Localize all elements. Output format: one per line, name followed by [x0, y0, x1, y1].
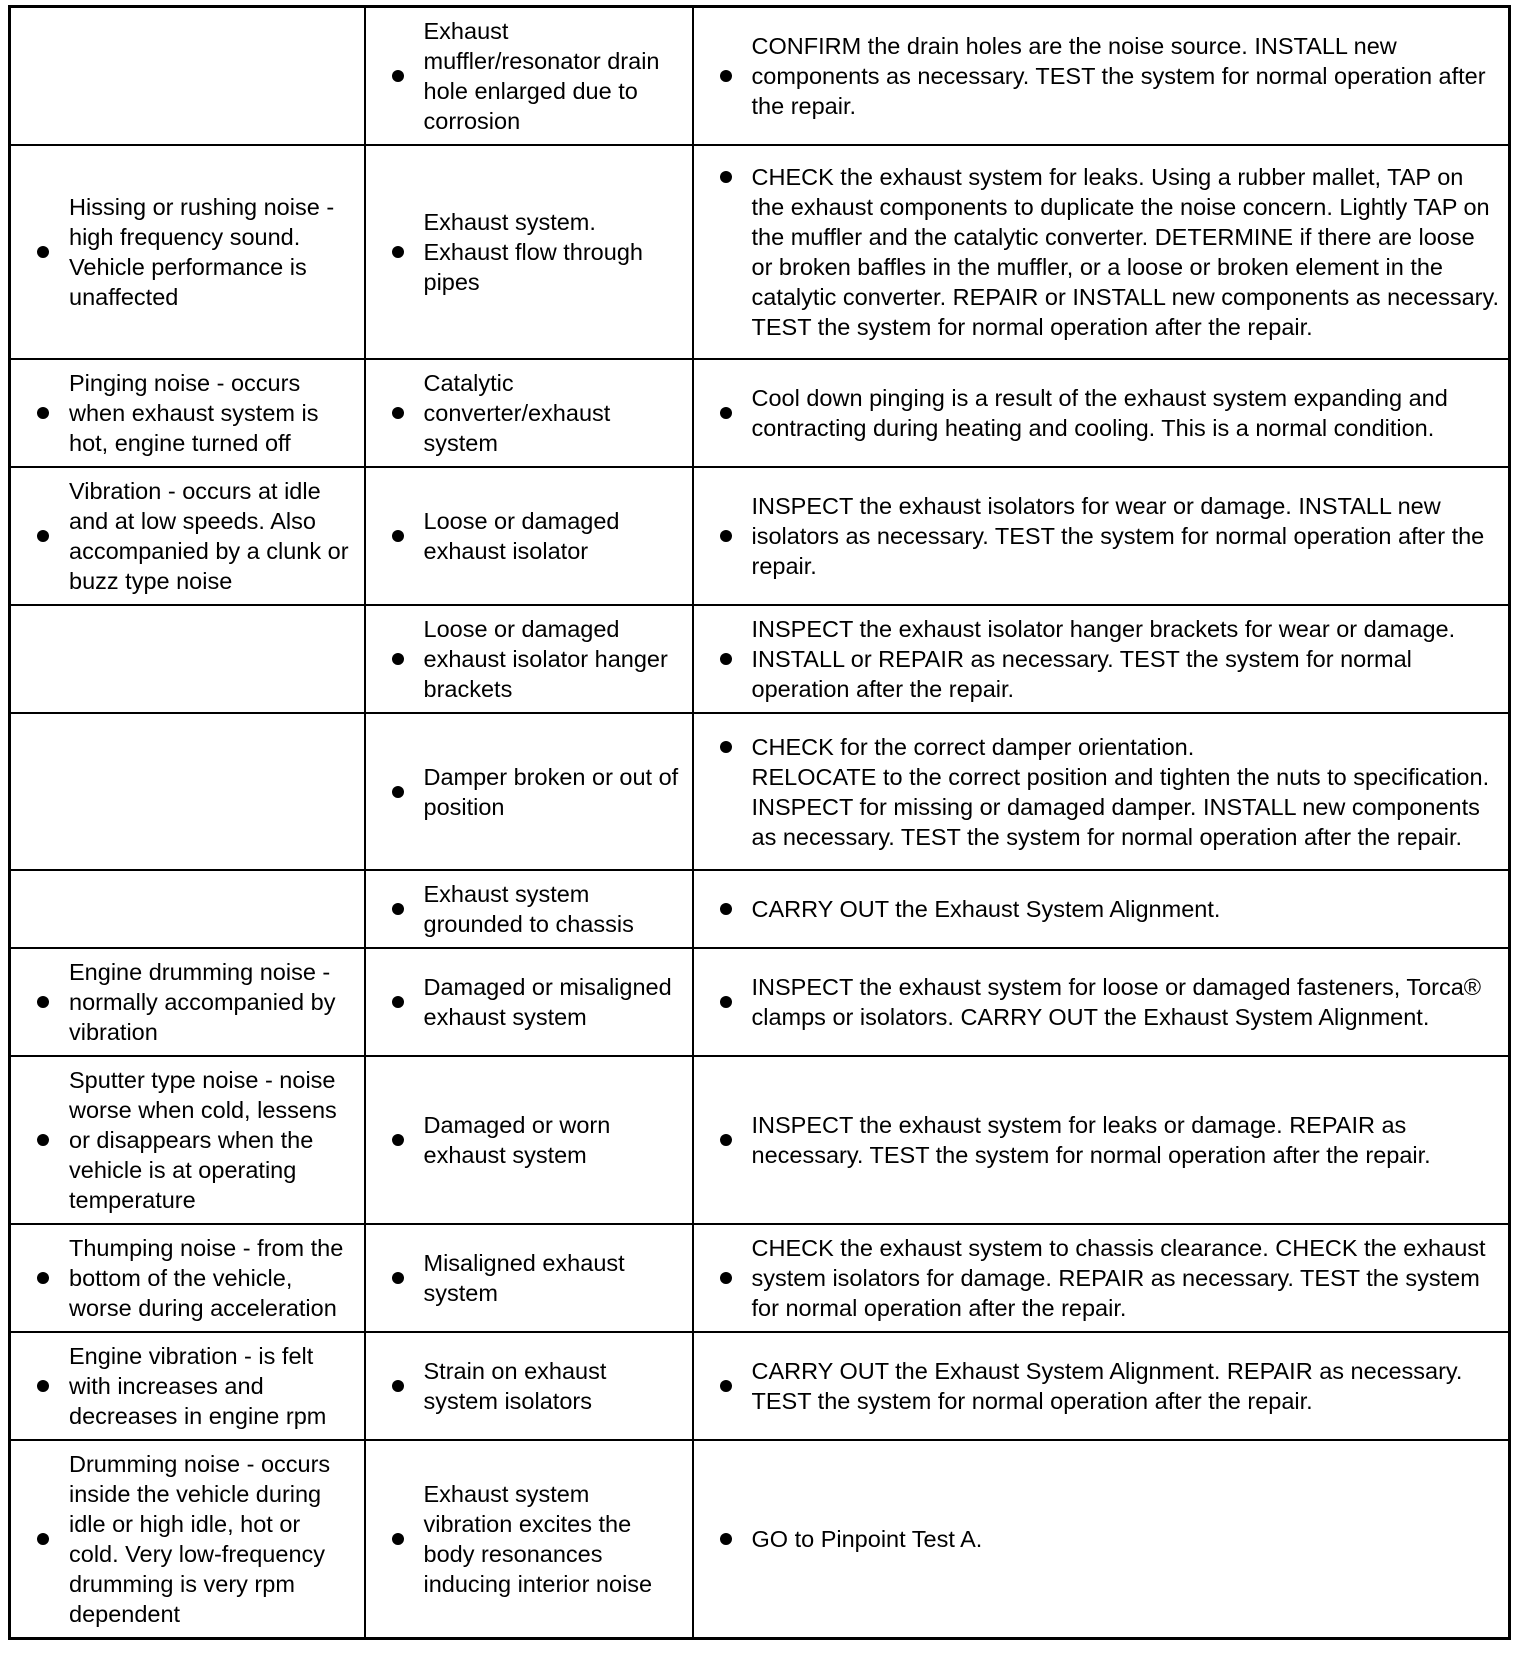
bullet-icon [392, 530, 404, 542]
bullet-icon [720, 1134, 732, 1146]
action-cell-content [694, 1516, 1509, 1562]
symptom-cell-content [11, 360, 364, 466]
symptom-cell-text: Pinging noise - occurs when exhaust system is hot, engine turned off [69, 370, 319, 456]
symptom-cell-text: Sputter type noise - noise worse when cold, lessens or disappears when the vehicle is at operating temperature [69, 1067, 337, 1213]
action-cell [693, 1332, 1510, 1440]
action-cell-content [694, 1102, 1509, 1178]
symptom-cell-text: Hissing or rushing noise - high frequency sound. Vehicle performance is unaffected [69, 194, 335, 310]
bullet-icon [720, 653, 732, 665]
symptom-cell-content [11, 1057, 364, 1223]
table-row [10, 359, 1510, 467]
source-cell-content [366, 1240, 692, 1316]
table-row [10, 467, 1510, 605]
source-cell-text: Exhaust muffler/resonator drain hole enlarged due to corrosion [423, 18, 660, 134]
symptom-cell [10, 1224, 365, 1332]
action-cell-text: CHECK for the correct damper orientation. RELOCATE to the correct position and tighten the nuts to specification. INSPECT for missing or damaged damper. INSTALL new components as necessary. TEST the system for normal operation after the repair. [751, 733, 1490, 850]
source-cell-text: Exhaust system. Exhaust flow through pipes [423, 209, 643, 295]
action-cell-content [694, 483, 1509, 589]
bullet-icon [37, 1380, 49, 1392]
table-row [10, 7, 1510, 146]
bullet-icon [392, 1272, 404, 1284]
symptom-cell-content [11, 1441, 364, 1637]
bullet-icon [392, 1134, 404, 1146]
table-row [10, 1056, 1510, 1224]
action-cell-content [694, 1225, 1509, 1331]
symptom-cell [10, 713, 365, 870]
table-body [10, 7, 1510, 1639]
action-cell-text: INSPECT the exhaust system for leaks or damage. REPAIR as necessary. TEST the system for normal operation after the repair. [751, 1112, 1431, 1168]
action-cell-content [694, 606, 1509, 712]
bullet-icon [720, 407, 732, 419]
table-row [10, 713, 1510, 870]
table-row [10, 1332, 1510, 1440]
bullet-icon [720, 903, 732, 915]
table-row [10, 1440, 1510, 1639]
source-cell-text: Damaged or misaligned exhaust system [423, 974, 672, 1030]
bullet-icon [720, 530, 732, 542]
action-cell-content [694, 154, 1509, 350]
symptom-cell [10, 870, 365, 948]
action-cell [693, 870, 1510, 948]
symptom-cell-text: Engine drumming noise - normally accompanied by vibration [69, 959, 336, 1045]
source-cell-content [366, 498, 692, 574]
action-cell-content [694, 23, 1509, 129]
symptom-cell [10, 467, 365, 605]
source-cell [365, 145, 693, 359]
symptom-cell [10, 1056, 365, 1224]
source-cell-text: Exhaust system grounded to chassis [423, 881, 634, 937]
action-cell [693, 467, 1510, 605]
bullet-icon [37, 1134, 49, 1146]
source-cell-text: Exhaust system vibration excites the body resonances inducing interior noise [423, 1481, 653, 1597]
source-cell-content [366, 1348, 692, 1424]
source-cell-content [366, 199, 692, 305]
source-cell-content [366, 360, 692, 466]
action-cell [693, 359, 1510, 467]
action-cell-text: GO to Pinpoint Test A. [751, 1526, 983, 1552]
bullet-icon [392, 1533, 404, 1545]
source-cell-content [366, 1102, 692, 1178]
action-cell-text: CARRY OUT the Exhaust System Alignment. REPAIR as necessary. TEST the system for normal operation after the repair. [751, 1358, 1463, 1414]
source-cell-text: Damper broken or out of position [423, 763, 679, 820]
action-cell-content [694, 886, 1509, 932]
action-cell-text: INSPECT the exhaust isolator hanger brackets for wear or damage. INSTALL or REPAIR as necessary. TEST the system for normal operation after the repair. [751, 616, 1456, 702]
action-cell-text: CHECK the exhaust system for leaks. Using a rubber mallet, TAP on the exhaust components to duplicate the noise concern. Lightly TAP on the muffler and the catalytic converter. DETERMINE if there are loose or broken baffles in the muffler, or a loose or broken element in the catalytic converter. REPAIR or INSTALL new components as necessary. TEST the system for normal operation after the repair. [751, 164, 1500, 340]
source-cell-text: Loose or damaged exhaust isolator hanger brackets [423, 616, 668, 702]
source-cell-content [366, 871, 692, 947]
action-cell-text: INSPECT the exhaust system for loose or damaged fasteners, Torca® clamps or isolators. CARRY OUT the Exhaust System Alignment. [751, 974, 1482, 1030]
bullet-icon [392, 996, 404, 1008]
table-row [10, 1224, 1510, 1332]
action-cell-content [694, 964, 1509, 1040]
source-cell [365, 359, 693, 467]
source-cell-content [366, 1471, 692, 1607]
source-cell [365, 1440, 693, 1639]
source-cell-text: Catalytic converter/exhaust system [423, 370, 611, 456]
symptom-cell [10, 7, 365, 146]
diagnostic-table [8, 5, 1511, 1640]
symptom-cell-text: Thumping noise - from the bottom of the vehicle, worse during acceleration [69, 1235, 344, 1321]
bullet-icon [720, 741, 732, 753]
action-cell-content [694, 1348, 1509, 1424]
bullet-icon [720, 70, 732, 82]
table-row [10, 145, 1510, 359]
bullet-icon [37, 407, 49, 419]
source-cell-content [366, 754, 692, 830]
action-cell [693, 7, 1510, 146]
symptom-cell-content [11, 949, 364, 1055]
symptom-cell [10, 1332, 365, 1440]
symptom-cell-text: Drumming noise - occurs inside the vehicle during idle or high idle, hot or cold. Very low-frequency drumming is very rpm dependent [69, 1451, 331, 1627]
action-cell [693, 1224, 1510, 1332]
bullet-icon [392, 653, 404, 665]
symptom-cell-content [11, 468, 364, 604]
action-cell-content [694, 375, 1509, 451]
action-cell [693, 948, 1510, 1056]
source-cell [365, 713, 693, 870]
symptom-cell [10, 359, 365, 467]
bullet-icon [720, 1533, 732, 1545]
action-cell-text: CARRY OUT the Exhaust System Alignment. [751, 896, 1221, 922]
bullet-icon [720, 996, 732, 1008]
source-cell-content [366, 8, 692, 144]
action-cell-text: Cool down pinging is a result of the exhaust system expanding and contracting during heating and cooling. This is a normal condition. [751, 385, 1448, 441]
source-cell-text: Loose or damaged exhaust isolator [423, 508, 620, 564]
source-cell-text: Misaligned exhaust system [423, 1250, 625, 1306]
action-cell-text: CONFIRM the drain holes are the noise source. INSTALL new components as necessary. TEST the system for normal operation after the repair. [751, 33, 1486, 119]
source-cell [365, 1056, 693, 1224]
bullet-icon [392, 407, 404, 419]
bullet-icon [37, 1533, 49, 1545]
symptom-cell [10, 948, 365, 1056]
source-cell [365, 1332, 693, 1440]
bullet-icon [37, 996, 49, 1008]
action-cell [693, 1056, 1510, 1224]
symptom-cell-content [11, 184, 364, 320]
bullet-icon [37, 246, 49, 258]
source-cell [365, 605, 693, 713]
symptom-cell-text: Engine vibration - is felt with increases and decreases in engine rpm [69, 1343, 327, 1429]
bullet-icon [392, 786, 404, 798]
symptom-cell [10, 145, 365, 359]
bullet-icon [392, 1380, 404, 1392]
symptom-cell-content [11, 1333, 364, 1439]
bullet-icon [37, 1272, 49, 1284]
source-cell [365, 870, 693, 948]
action-cell-text: INSPECT the exhaust isolators for wear or damage. INSTALL new isolators as necessary. TEST the system for normal operation after the repair. [751, 493, 1485, 579]
action-cell [693, 145, 1510, 359]
source-cell [365, 467, 693, 605]
bullet-icon [392, 246, 404, 258]
bullet-icon [720, 171, 732, 183]
action-cell [693, 1440, 1510, 1639]
bullet-icon [37, 530, 49, 542]
symptom-cell [10, 1440, 365, 1639]
table-row [10, 948, 1510, 1056]
symptom-chart [8, 5, 1508, 1640]
action-cell [693, 713, 1510, 870]
bullet-icon [720, 1380, 732, 1392]
source-cell [365, 7, 693, 146]
action-cell-text: CHECK the exhaust system to chassis clearance. CHECK the exhaust system isolators for damage. REPAIR as necessary. TEST the system for normal operation after the repair. [751, 1235, 1486, 1321]
source-cell [365, 948, 693, 1056]
table-row [10, 870, 1510, 948]
source-cell-content [366, 964, 692, 1040]
bullet-icon [720, 1272, 732, 1284]
source-cell-text: Strain on exhaust system isolators [423, 1358, 607, 1414]
source-cell-content [366, 606, 692, 712]
symptom-cell-text: Vibration - occurs at idle and at low speeds. Also accompanied by a clunk or buzz type noise [69, 478, 349, 594]
action-cell [693, 605, 1510, 713]
source-cell [365, 1224, 693, 1332]
action-cell-content [694, 724, 1509, 860]
symptom-cell-content [11, 1225, 364, 1331]
source-cell-text: Damaged or worn exhaust system [423, 1112, 611, 1168]
symptom-cell [10, 605, 365, 713]
table-row [10, 605, 1510, 713]
bullet-icon [392, 70, 404, 82]
bullet-icon [392, 903, 404, 915]
